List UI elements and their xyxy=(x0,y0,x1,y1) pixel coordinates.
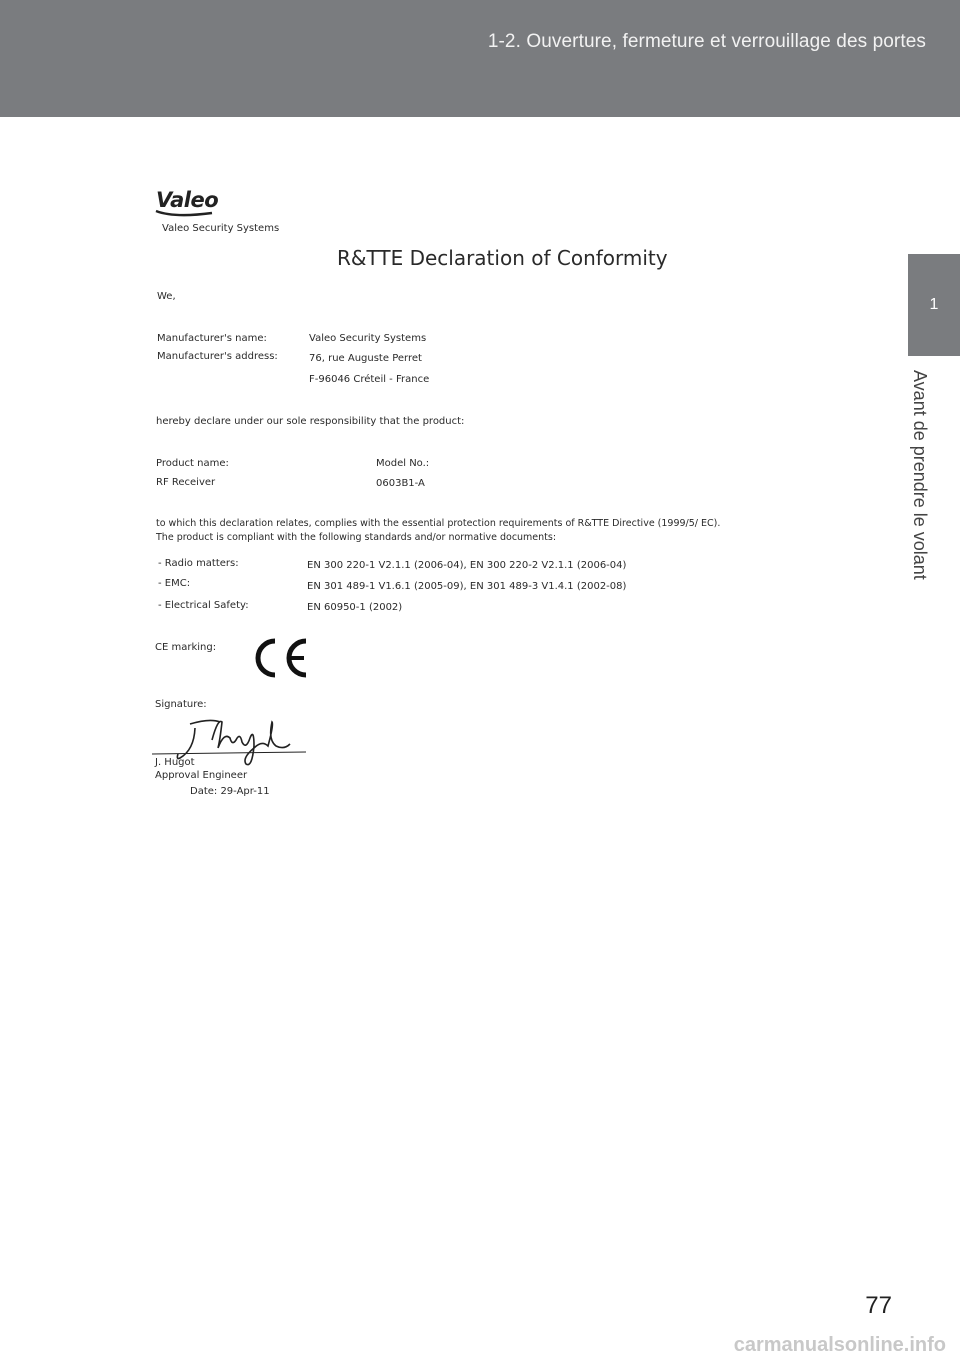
manufacturer-name-label: Manufacturer's name: xyxy=(157,333,267,344)
signer-role: Approval Engineer xyxy=(155,770,248,781)
standard-label-safety: - Electrical Safety: xyxy=(158,600,249,611)
product-name-label: Product name: xyxy=(156,458,229,469)
chapter-label: Avant de prendre le volant xyxy=(910,370,930,580)
logo-swoosh-icon xyxy=(154,208,214,218)
watermark: carmanualsonline.info xyxy=(733,1334,946,1356)
page-header xyxy=(0,0,960,117)
document-title: R&TTE Declaration of Conformity xyxy=(337,246,668,270)
product-name: RF Receiver xyxy=(156,477,216,488)
chapter-number: 1 xyxy=(929,296,939,313)
standard-value-emc: EN 301 489-1 V1.6.1 (2005-09), EN 301 489-3 V1.4.1 (2002-08) xyxy=(307,581,627,592)
page-number: 77 xyxy=(865,1292,892,1319)
signature-date: Date: 29-Apr-11 xyxy=(190,786,270,797)
declaration-document xyxy=(120,150,820,850)
manufacturer-address-label: Manufacturer's address: xyxy=(157,351,278,362)
relates-line-1: to which this declaration relates, complies with the essential protection requirements of R&TTE Directive (1999/5/ EC). xyxy=(156,518,721,529)
ce-marking-label: CE marking: xyxy=(155,642,217,653)
we-label: We, xyxy=(157,291,176,302)
company-name: Valeo Security Systems xyxy=(162,223,280,234)
standard-label-emc: - EMC: xyxy=(158,578,191,589)
signer-name: J. Hugot xyxy=(155,757,195,768)
standard-label-radio: - Radio matters: xyxy=(158,558,239,569)
address-line-2: F-96046 Créteil - France xyxy=(309,374,430,385)
standard-value-safety: EN 60950-1 (2002) xyxy=(307,602,403,613)
section-title: 1-2. Ouverture, fermeture et verrouillage des portes xyxy=(487,31,926,52)
address-line-1: 76, rue Auguste Perret xyxy=(309,353,422,364)
relates-line-2: The product is compliant with the following standards and/or normative documents: xyxy=(156,532,557,543)
signature-label: Signature: xyxy=(155,699,207,710)
model-label: Model No.: xyxy=(376,458,430,469)
model-number: 0603B1-A xyxy=(376,478,425,489)
declare-statement: hereby declare under our sole responsibility that the product: xyxy=(156,416,465,427)
standard-value-radio: EN 300 220-1 V2.1.1 (2006-04), EN 300 220-2 V2.1.1 (2006-04) xyxy=(307,560,627,571)
valeo-logo: Valeo xyxy=(156,188,219,212)
ce-mark-icon xyxy=(248,635,312,681)
manufacturer-name: Valeo Security Systems xyxy=(309,333,427,344)
